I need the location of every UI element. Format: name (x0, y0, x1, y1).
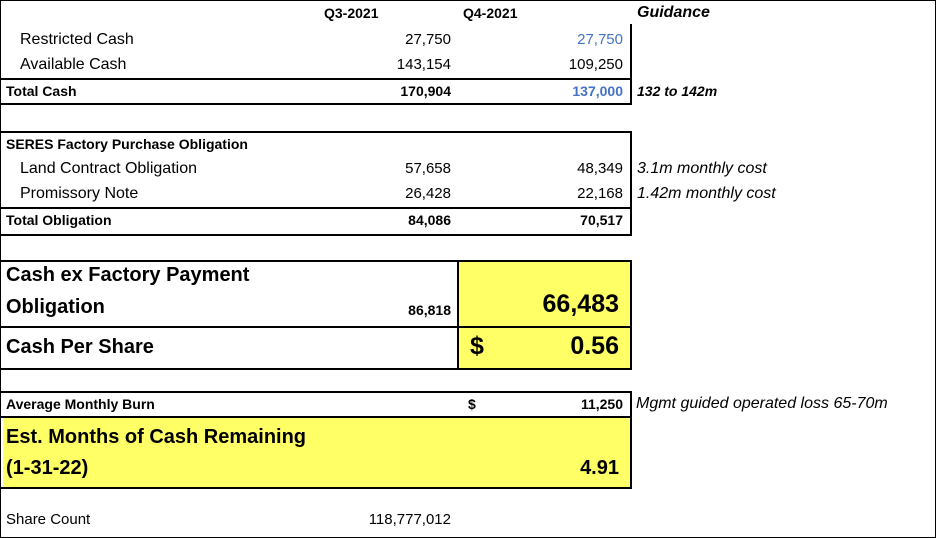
monthly-burn-label: Average Monthly Burn (6, 396, 155, 412)
land-contract-guidance: 3.1m monthly cost (637, 160, 767, 177)
obligation-right-border (630, 131, 632, 236)
header-guidance: Guidance (637, 4, 710, 21)
monthly-burn-currency: $ (468, 396, 476, 412)
total-cash-guidance: 132 to 142m (637, 83, 718, 99)
monthly-burn-value: 11,250 (580, 396, 623, 412)
land-contract-q4: 48,349 (577, 160, 623, 177)
total-obligation-bottom-border (1, 234, 632, 236)
promissory-note-q3: 26,428 (405, 185, 451, 202)
months-remaining-value: 4.91 (580, 457, 619, 479)
months-remaining-label-line2: (1-31-22) (6, 457, 89, 479)
promissory-note-label: Promissory Note (20, 185, 139, 202)
obligation-top-border (1, 131, 632, 133)
cash-ex-q4: 66,483 (542, 290, 619, 318)
cash-block-right-border (630, 24, 632, 105)
months-remaining-label-line1: Est. Months of Cash Remaining (6, 426, 307, 448)
per-share-bottom-border (1, 368, 632, 370)
cash-ex-q3: 86,818 (408, 302, 451, 318)
land-contract-label: Land Contract Obligation (20, 160, 197, 177)
promissory-note-guidance: 1.42m monthly cost (637, 185, 776, 202)
total-cash-q4: 137,000 (572, 83, 623, 99)
total-cash-bottom-border (1, 103, 632, 105)
total-obligation-top-border (1, 207, 632, 209)
months-bottom-border (1, 487, 632, 489)
cash-per-share-value: 0.56 (570, 332, 619, 360)
total-cash-top-border (1, 78, 632, 80)
promissory-note-q4: 22,168 (577, 185, 623, 202)
per-share-top-border (1, 326, 632, 328)
cash-per-share-currency: $ (470, 332, 484, 360)
cash-ex-highlight-left-border (457, 260, 459, 370)
total-obligation-label: Total Obligation (6, 212, 112, 228)
total-obligation-q4: 70,517 (580, 212, 623, 228)
burn-top-border (1, 391, 632, 393)
available-cash-label: Available Cash (20, 56, 127, 73)
cash-ex-label-line2: Obligation (6, 296, 105, 318)
total-cash-q3: 170,904 (400, 83, 451, 99)
restricted-cash-q3: 27,750 (405, 31, 451, 48)
cash-per-share-label: Cash Per Share (6, 336, 154, 358)
available-cash-q4: 109,250 (568, 56, 623, 73)
cash-ex-right-border (630, 260, 632, 370)
share-count-value: 118,777,012 (368, 511, 451, 528)
header-q4: Q4-2021 (463, 5, 518, 21)
restricted-cash-q4: 27,750 (577, 31, 623, 48)
monthly-burn-guidance: Mgmt guided operated loss 65-70m (636, 395, 888, 412)
total-obligation-q3: 84,086 (408, 212, 451, 228)
obligation-title: SERES Factory Purchase Obligation (6, 136, 248, 152)
share-count-label: Share Count (6, 511, 91, 528)
total-cash-label: Total Cash (6, 83, 77, 99)
restricted-cash-label: Restricted Cash (20, 31, 134, 48)
months-top-border (1, 416, 632, 418)
header-q3: Q3-2021 (324, 5, 379, 21)
cash-ex-top-border (1, 260, 632, 262)
land-contract-q3: 57,658 (405, 160, 451, 177)
available-cash-q3: 143,154 (396, 56, 451, 73)
cash-ex-label-line1: Cash ex Factory Payment (6, 264, 250, 286)
burn-right-border (630, 391, 632, 489)
